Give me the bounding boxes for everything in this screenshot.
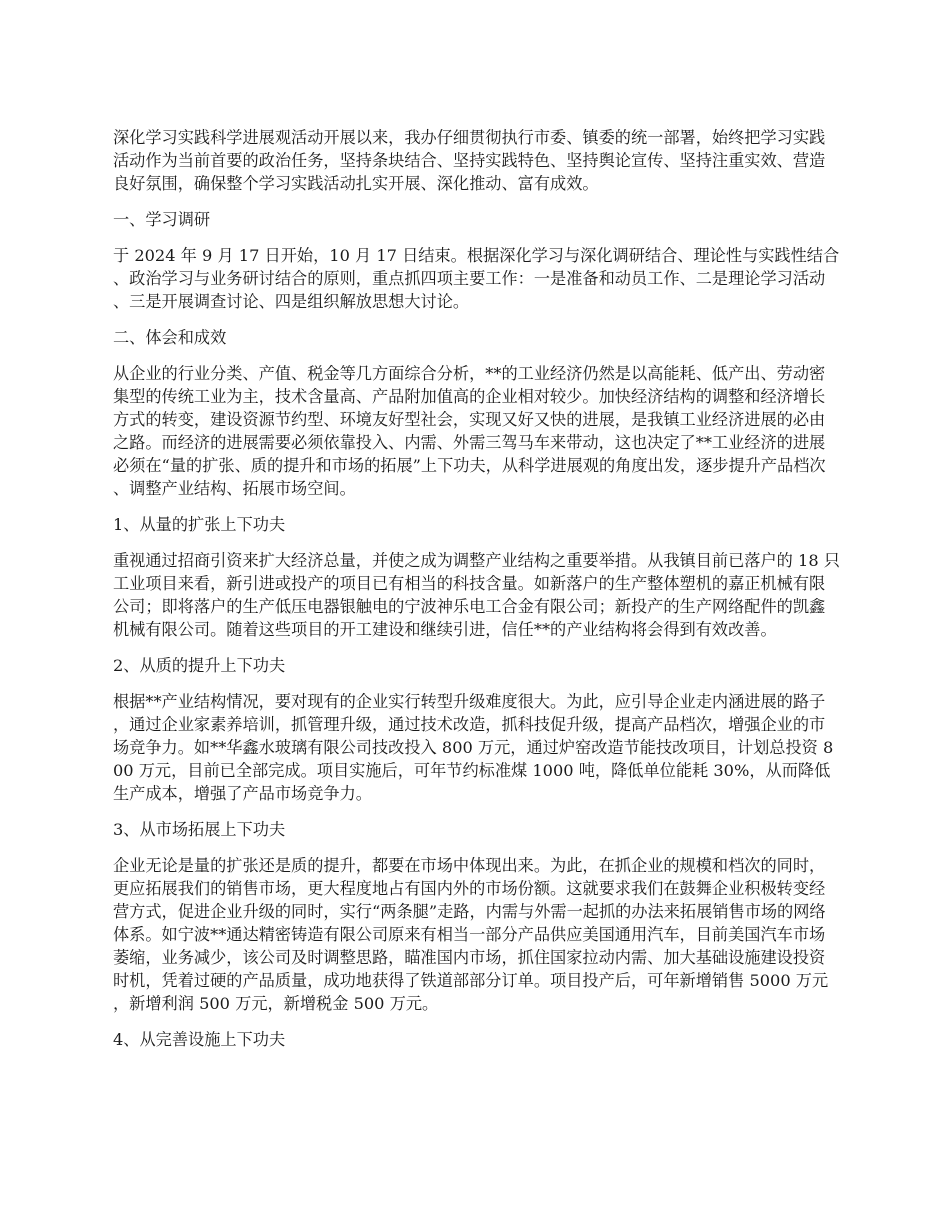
subheading-quantity-expansion: 1、从量的扩张上下功夫 bbox=[113, 515, 286, 534]
market-expansion-paragraph: 企业无论是量的扩张还是质的提升，都要在市场中体现出来。为此，在抓企业的规模和档次的同时，更应拓展我们的销售市场，更大程度地占有国内外的市场份额。这就要求我们在鼓舞企业积极转变经营方式，促进企业升级的同时，实行“两条腿”走路，内需与外需一起抓的办法来拓展销售市场的网络体系。如宁波**通达精密铸造有限公司原来有相当一部分产品供应美国通用汽车，目前美国汽车市场萎缩，业务减少，该公司及时调整思路，瞄准国内市场，抓住国家拉动内需、加大基础设施建设投资时机，凭着过硬的产品质量，成功地获得了铁道部部分订单。项目投产后，可年新增销售 5000 万元，新增利润 500 万元，新增税金 500 万元。 bbox=[113, 856, 829, 1013]
subheading-facility-improvement: 4、从完善设施上下功夫 bbox=[113, 1030, 286, 1049]
section-heading-study-research: 一、学习调研 bbox=[113, 210, 211, 229]
quantity-expansion-paragraph: 重视通过招商引资来扩大经济总量，并使之成为调整产业结构之重要举措。从我镇目前已落户的 18 只工业项目来看，新引进或投产的项目已有相当的科技含量。如新落户的生产整体塑机的嘉正机械有限公司；即将落户的生产低压电器银触电的宁波神乐电工合金有限公司；新投产的生产网络配件的凯鑫机械有限公司。随着这些项目的开工建设和继续引进，信任**的产业结构将会得到有效改善。 bbox=[113, 551, 840, 639]
experience-results-paragraph: 从企业的行业分类、产值、税金等几方面综合分析，**的工业经济仍然是以高能耗、低产出、劳动密集型的传统工业为主，技术含量高、产品附加值高的企业相对较少。加快经济结构的调整和经济增长方式的转变，建设资源节约型、环境友好型社会，实现又好又快的进展，是我镇工业经济进展的必由之路。而经济的进展需要必须依靠投入、内需、外需三驾马车来带动，这也决定了**工业经济的进展必须在“量的扩张、质的提升和市场的拓展”上下功夫，从科学进展观的角度出发，逐步提升产品档次、调整产业结构、拓展市场空间。 bbox=[113, 364, 826, 498]
subheading-quality-improvement: 2、从质的提升上下功夫 bbox=[113, 656, 286, 675]
document-body bbox=[113, 126, 841, 1064]
subheading-market-expansion: 3、从市场拓展上下功夫 bbox=[113, 820, 286, 839]
section-heading-experience-results: 二、体会和成效 bbox=[113, 328, 227, 347]
intro-paragraph: 深化学习实践科学进展观活动开展以来，我办仔细贯彻执行市委、镇委的统一部署，始终把学习实践活动作为当前首要的政治任务，坚持条块结合、坚持实践特色、坚持舆论宣传、坚持注重实效、营造良好氛围，确保整个学习实践活动扎实开展、深化推动、富有成效。 bbox=[113, 128, 826, 193]
study-research-paragraph: 于 2024 年 9 月 17 日开始，10 月 17 日结束。根据深化学习与深化调研结合、理论性与实践性结合、政治学习与业务研讨结合的原则，重点抓四项主要工作：一是准备和动员工作、二是理论学习活动、三是开展调查讨论、四是组织解放思想大讨论。 bbox=[113, 246, 840, 311]
quality-improvement-paragraph: 根据**产业结构情况，要对现有的企业实行转型升级难度很大。为此，应引导企业走内涵进展的路子，通过企业家素养培训，抓管理升级，通过技术改造，抓科技促升级，提高产品档次，增强企业的市场竞争力。如**华鑫水玻璃有限公司技改投入 800 万元，通过炉窑改造节能技改项目，计划总投资 800 万元，目前已全部完成。项目实施后，可年节约标准煤 1000 吨，降低单位能耗 30%，从而降低生产成本，增强了产品市场竞争力。 bbox=[113, 692, 834, 803]
